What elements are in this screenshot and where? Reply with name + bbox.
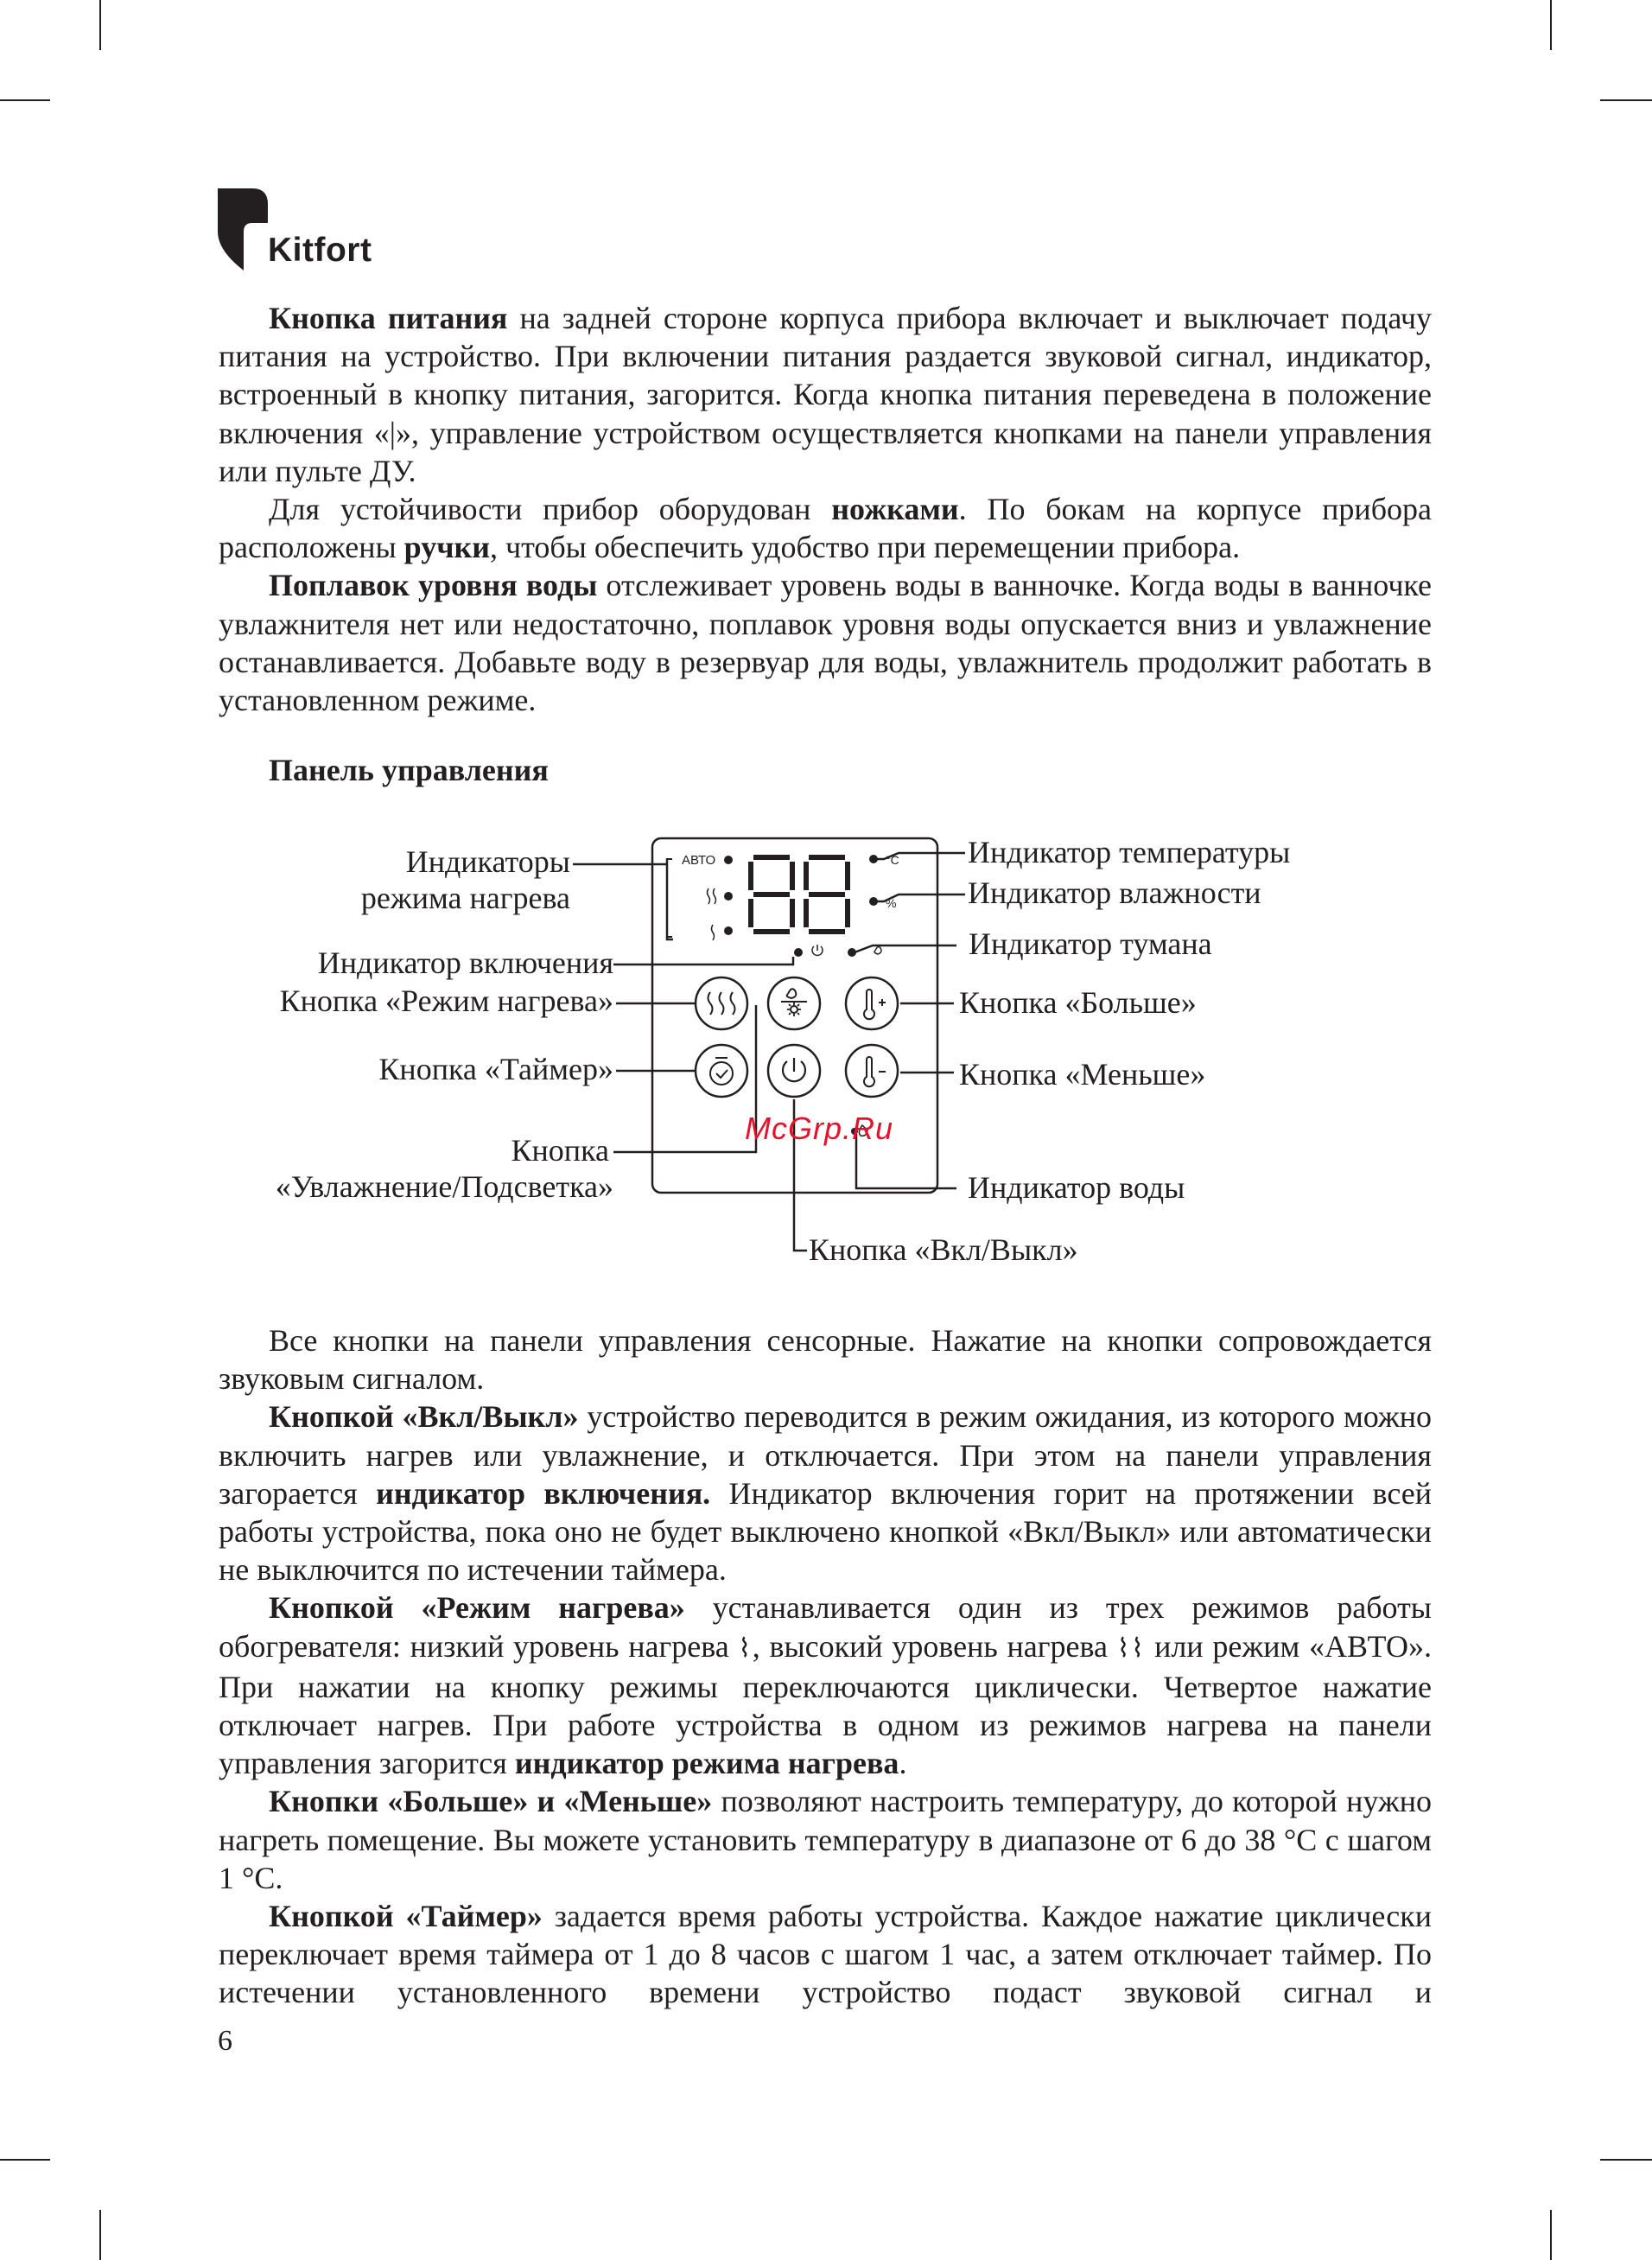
seven-segment-display	[751, 857, 848, 932]
power-icon	[783, 1058, 805, 1081]
label-onoff-button: Кнопка «Вкл/Выкл»	[809, 1232, 1078, 1267]
label-water-indicator: Индикатор воды	[968, 1170, 1185, 1205]
leader-line	[613, 957, 793, 964]
celsius-unit-text: °C	[886, 853, 899, 867]
paragraph: Все кнопки на панели управления сенсорные. Нажатие на кнопки сопровождается звуковым сигналом.	[219, 1323, 1432, 1397]
humidity-dot	[869, 897, 878, 906]
low-heat-dot	[724, 926, 733, 935]
mist-drop-icon	[781, 989, 807, 1002]
high-heat-icon	[708, 888, 716, 904]
timer-check-icon	[715, 1058, 728, 1078]
paragraph: Кнопкой «Вкл/Выкл» устройство переводится в режим ожидания, из которого можно включить нагрев или увлажнение, и отключается. При этом на панели управления загорается индикатор включения. Индикатор включения горит на протяжении всей работы устройства, пока оно не будет выключено кнопкой «Вкл/Выкл» или автоматически не выключится по истечении таймера.	[219, 1399, 1433, 1588]
watermark: McGrp.Ru	[745, 1111, 894, 1146]
page-number: 6	[218, 2025, 232, 2057]
leader-line	[613, 1005, 756, 1152]
light-rays-icon	[787, 1003, 801, 1016]
paragraph: Кнопки «Больше» и «Меньше» позволяют настроить температуру, до которой нужно нагреть помещение. Вы можете установить температуру в диапазоне от 6 до 38 °С с шагом 1 °С.	[219, 1784, 1432, 1895]
brand-name: Kitfort	[268, 232, 372, 269]
mist-dot	[848, 948, 856, 957]
label-humidify-button: Кнопка «Увлажнение/Подсветка»	[275, 1133, 613, 1204]
auto-mode-text: АВТО	[682, 853, 716, 868]
leader-line	[573, 858, 673, 939]
leader-line	[855, 945, 956, 952]
mist-indicator-icon	[874, 947, 881, 954]
label-heat-mode-button: Кнопка «Режим нагрева»	[279, 984, 613, 1018]
temperature-dot	[869, 855, 878, 863]
label-heat-mode-indicators: Индикаторы режима нагрева	[360, 844, 570, 915]
paragraph: Кнопка питания на задней стороне корпуса прибора включает и выключает подачу питания на устройство. При включении питания раздается звуковой сигнал, индикатор, встроенный в кнопку питания, загорится. Когда кнопка питания переведена в положение включения «|», управление устройством осуществляется кнопками на панели управления или пульте ДУ.	[219, 301, 1432, 488]
paragraph: Для устойчивости прибор оборудован ножками. По бокам на корпусе прибора расположены ручки, чтобы обеспечить удобство при перемещении прибора.	[219, 492, 1432, 565]
label-minus-button: Кнопка «Меньше»	[959, 1057, 1206, 1092]
thermometer-plus-icon	[864, 990, 886, 1019]
label-plus-button: Кнопка «Больше»	[959, 985, 1197, 1020]
label-power-indicator: Индикатор включения	[317, 945, 613, 980]
thermometer-minus-icon	[864, 1057, 886, 1086]
timer-button	[696, 1045, 747, 1097]
high-heat-dot	[724, 892, 733, 901]
mode-indicator-bracket	[667, 859, 672, 937]
light-icon	[791, 1006, 797, 1013]
paragraph: Поплавок уровня воды отслеживает уровень воды в ванночке. Когда воды в ванночке увлажнителя нет или недостаточно, поплавок уровня воды опускается вниз и увлажнение останавливается. Добавьте воду в резервуар для воды, увлажнитель продолжит работать в установленном режиме.	[219, 568, 1433, 718]
heat-waves-icon	[708, 992, 735, 1015]
power-dot	[794, 948, 803, 957]
timer-clock-icon	[710, 1062, 733, 1085]
label-temperature-indicator: Индикатор температуры	[968, 835, 1291, 869]
label-humidity-indicator: Индикатор влажности	[968, 875, 1261, 910]
low-heat-icon: ⌇	[738, 1633, 753, 1664]
body-text	[219, 1321, 1432, 2012]
label-timer-button: Кнопка «Таймер»	[378, 1052, 613, 1086]
label-mist-indicator: Индикатор тумана	[969, 926, 1212, 961]
paragraph: Кнопкой «Таймер» задается время работы устройства. Каждое нажатие циклически переключает время таймера от 1 до 8 часов с шагом 1 час, а затем отключает таймер. По истечении установленного времени устройство подаст звуковой сигнал и	[219, 1899, 1432, 2010]
high-heat-icon: ⌇⌇	[1116, 1633, 1146, 1664]
section-heading: Панель управления	[269, 753, 549, 787]
percent-unit-text: %	[886, 896, 897, 910]
auto-mode-dot	[724, 856, 733, 864]
power-indicator-icon	[812, 945, 823, 955]
paragraph: Кнопкой «Режим нагрева» устанавливается один из трех режимов работы обогревателя: низкий уровень нагрева ⌇, высокий уровень нагрева ⌇⌇ или режим «АВТО». При нажатии на кнопку режимы переключаются циклически. Четвертое нажатие отключает нагрев. При работе устройства в одном из режимов нагрева на панели управления загорится индикатор режима нагрева.	[219, 1590, 1432, 1781]
low-heat-icon	[712, 925, 715, 940]
